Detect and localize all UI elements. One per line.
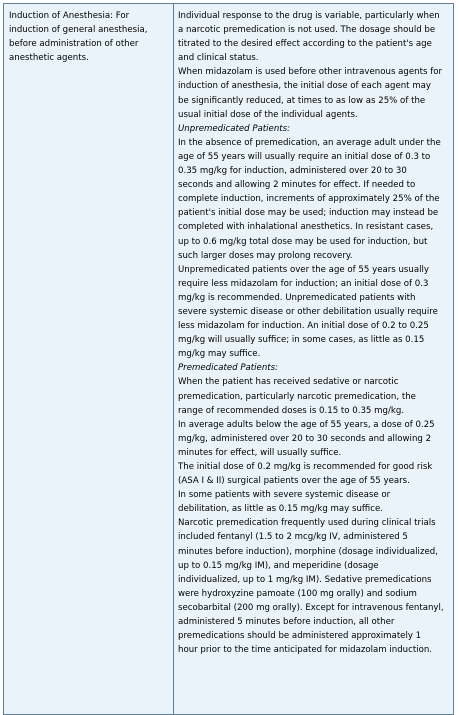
- indication-text-line: Induction of Anesthesia: For: [9, 11, 130, 21]
- dosage-text-line: mg/kg, administered over 20 to 30 seconds and allowing 2: [178, 433, 432, 444]
- dosage-text-line: included fentanyl (1.5 to 2 mcg/kg IV, administered 5: [178, 532, 408, 543]
- dosage-text-line: mg/kg is recommended. Unpremedicated patients with: [178, 292, 416, 303]
- dosage-text-line: administered 5 minutes before induction, all other: [178, 617, 395, 628]
- dosage-text-line: complete induction, increments of approximately 25% of the: [178, 194, 440, 205]
- dosage-text-line: Unpremedicated patients over the age of 55 years usually: [178, 264, 429, 275]
- dosage-text-line: range of recommended doses is 0.15 to 0.35 mg/kg.: [178, 405, 405, 416]
- indication-text-line: anesthetic agents.: [9, 53, 89, 64]
- dosage-text-line: (ASA I & II) surgical patients over the age of 55 years.: [178, 476, 410, 487]
- dosage-text-line: completed with inhalational anesthetics. In resistant cases,: [178, 222, 434, 233]
- dosage-text-line: up to 0.15 mg/kg IM), and meperidine (dosage: [178, 560, 379, 571]
- patient-group-heading: Premedicated Patients:: [178, 363, 279, 374]
- dosage-text-line: a narcotic premedication is not used. The dosage should be: [178, 25, 436, 36]
- dosage-text-line: premedication, particularly narcotic premedication, the: [178, 391, 416, 402]
- dosage-text-line: and clinical status.: [178, 53, 259, 64]
- dosage-text-line: usual initial dose of the individual agents.: [178, 109, 358, 120]
- dosage-text-line: debilitation, as little as 0.15 mg/kg may suffice.: [178, 504, 383, 515]
- dosage-text-line: In average adults below the age of 55 years, a dose of 0.25: [178, 419, 435, 430]
- dosage-text-line: minutes for effect, will usually suffice.: [178, 447, 342, 458]
- dosage-text-line: seconds and allowing 2 minutes for effect. If needed to: [178, 180, 416, 191]
- column-divider: [173, 4, 174, 714]
- dosage-text-line: individualized, up to 1 mg/kg IM). Sedative premedications: [178, 574, 432, 585]
- dosage-text-line: induction of anesthesia, the initial dose of each agent may: [178, 81, 432, 92]
- dosage-text-line: secobarbital (200 mg orally). Except for intravenous fentanyl,: [178, 602, 444, 613]
- dosage-text-line: Narcotic premedication frequently used during clinical trials: [178, 518, 436, 529]
- dosage-text-line: be significantly reduced, at times to as low as 25% of the: [178, 95, 426, 106]
- dosage-text-line: The initial dose of 0.2 mg/kg is recommended for good risk: [178, 462, 433, 472]
- dosage-text-line: severe systemic disease or other debilitation usually require: [178, 306, 438, 317]
- dosage-text-line: hour prior to the time anticipated for midazolam induction.: [178, 645, 433, 656]
- indication-text-line: induction of general anesthesia,: [9, 25, 148, 36]
- dosage-text-line: require less midazolam for induction; an initial dose of 0.3: [178, 278, 429, 289]
- dosage-text-line: In the absence of premedication, an average adult under the: [178, 137, 441, 148]
- dosage-text-line: mg/kg will usually suffice; in some cases, as little as 0.15: [178, 335, 425, 346]
- dosage-text-line: titrated to the desired effect according to the patient's age: [178, 39, 432, 50]
- dosage-text-line: 0.35 mg/kg for induction, administered over 20 to 30: [178, 166, 407, 177]
- dosage-text-line: such larger doses may prolong recovery.: [178, 250, 353, 261]
- dosage-text-line: When midazolam is used before other intravenous agents for: [178, 67, 443, 78]
- dosage-text-line: When the patient has received sedative or narcotic: [178, 377, 399, 388]
- dosage-text-line: In some patients with severe systemic disease or: [178, 490, 391, 501]
- dosage-text-line: mg/kg may suffice.: [178, 349, 261, 360]
- indication-text-line: before administration of other: [9, 39, 139, 50]
- dosage-text-line: less midazolam for induction. An initial dose of 0.2 to 0.25: [178, 321, 429, 332]
- indication-cell: [9, 9, 169, 65]
- dosage-table: [3, 3, 454, 715]
- dosage-text-line: were hydroxyzine pamoate (100 mg orally) and sodium: [178, 588, 417, 599]
- dosage-text-line: premedications should be administered approximately 1: [178, 631, 422, 642]
- dosage-description-cell: [178, 9, 453, 657]
- dosage-text-line: age of 55 years will usually require an initial dose of 0.3 to: [178, 151, 431, 162]
- dosage-text-line: Individual response to the drug is variable, particularly when: [178, 11, 440, 21]
- dosage-text-line: up to 0.6 mg/kg total dose may be used for induction, but: [178, 236, 428, 247]
- dosage-text-line: minutes before induction), morphine (dosage individualized,: [178, 546, 438, 557]
- dosage-text-line: patient's initial dose may be used; induction may instead be: [178, 208, 439, 219]
- patient-group-heading: Unpremedicated Patients:: [178, 123, 291, 134]
